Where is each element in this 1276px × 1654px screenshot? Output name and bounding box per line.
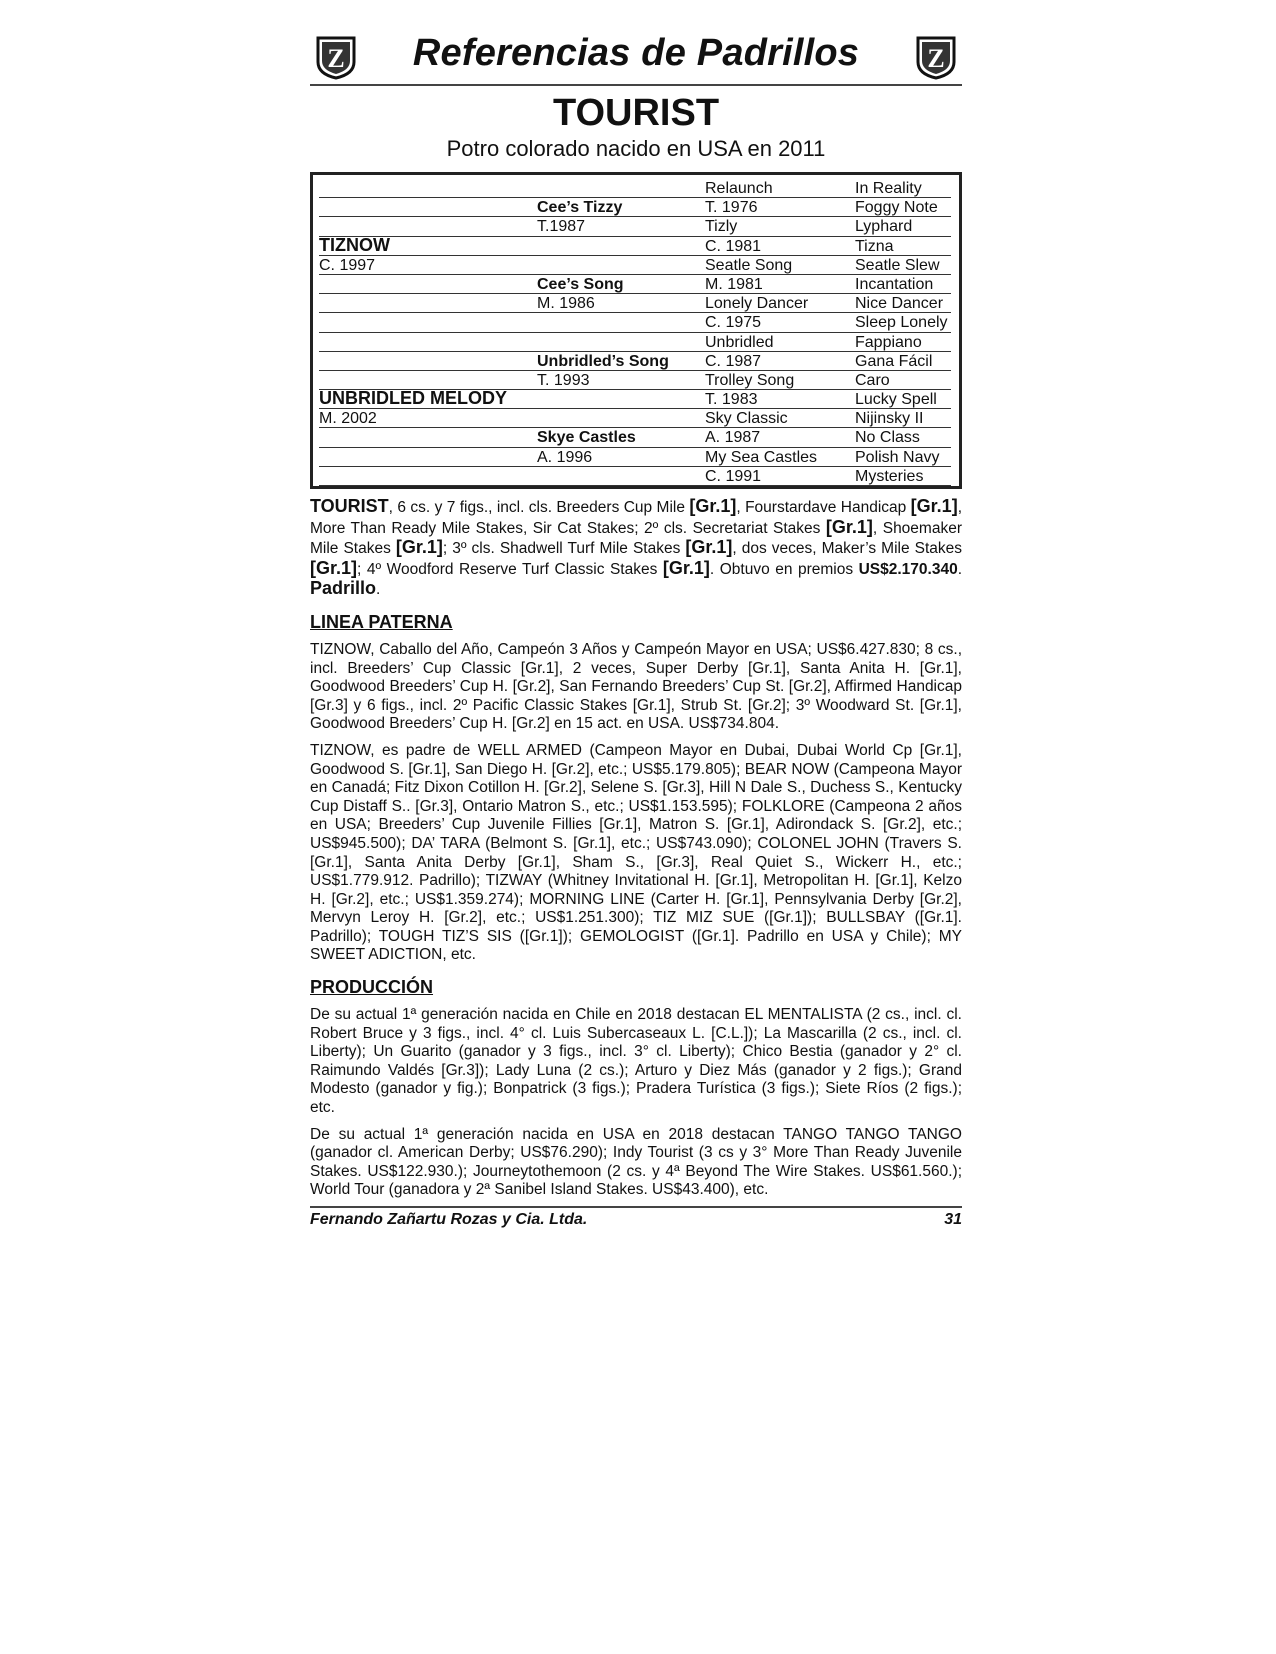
pedigree-row xyxy=(319,428,953,447)
pedigree-cell-c3: Seatle Song xyxy=(705,256,793,274)
header-title: Referencias de Padrillos xyxy=(412,32,860,74)
linea-paragraph-1: TIZNOW, Caballo del Año, Campeón 3 Años y Campeón Mayor en USA; US$6.427.830; 8 cs., incl. Breeders’ Cup Classic [Gr.1], 2 veces, Super Derby [Gr.1], Santa Anita H. [Gr.1], Goodwood Breeders’ Cup H. [Gr.2], San Fernando Breeders’ Cup St. [Gr.2], Affirmed Handicap [Gr.3] y 6 figs., incl. 2º Pacific Classic Stakes [Gr.1], Strub St. [Gr.2]; 3º Woodward St. [Gr.1], Goodwood Breeders’ Cup H. [Gr.2] en 15 act. en USA. US$734.804. xyxy=(310,640,962,733)
pedigree-cell-c2: Skye Castles xyxy=(537,429,636,447)
page-header xyxy=(310,30,962,86)
pedigree-cell-c3: T. 1983 xyxy=(705,391,758,409)
pedigree-cell-c2: T.1987 xyxy=(537,218,586,236)
pedigree-cell-c3: My Sea Castles xyxy=(705,448,818,466)
pedigree-row xyxy=(319,390,953,409)
pedigree-row xyxy=(319,313,953,332)
pedigree-cell-c4: Mysteries xyxy=(855,467,924,485)
pedigree-row xyxy=(319,217,953,236)
produccion-paragraph-1: De su actual 1ª generación nacida en Chile en 2018 destacan EL MENTALISTA (2 cs., incl. cl. Robert Bruce y 3 figs., incl. 4° cl. Luis Subercaseaux L. [C.L.]); La Mascarilla (2 cs., incl. cl. Liberty); Un Guarito (ganador y 3 figs., incl. 3° cl. Liberty); Chico Bestia (ganador y 2° cl. Raimundo Valdés [Gr.3]); Lady Luna (2 cs.); Arturo y Diez Más (ganador y 2 figs.); Grand Modesto (ganador y fig.); Bonpatrick (3 figs.); Pradera Turística (3 figs.); Siete Ríos (2 figs.); etc. xyxy=(310,1006,962,1117)
pedigree-cell-c4: Tizna xyxy=(855,237,894,255)
pedigree-cell-c4: No Class xyxy=(855,429,920,447)
footer-company: Fernando Zañartu Rozas y Cia. Ltda. xyxy=(310,1211,588,1228)
pedigree-rule xyxy=(319,485,951,486)
pedigree-cell-c3: Unbridled xyxy=(705,333,774,351)
pedigree-row xyxy=(319,294,953,313)
pedigree-cell-c4: Incantation xyxy=(855,275,934,293)
pedigree-cell-c3: A. 1987 xyxy=(705,429,761,447)
pedigree-cell-c1: TIZNOW xyxy=(319,234,390,255)
pedigree-cell-c3: Sky Classic xyxy=(705,410,788,428)
pedigree-cell-c2: A. 1996 xyxy=(537,448,593,466)
pedigree-cell-c3: T. 1976 xyxy=(705,199,758,217)
pedigree-cell-c2: Cee’s Tizzy xyxy=(537,199,623,217)
pedigree-row xyxy=(319,275,953,294)
pedigree-cell-c2: T. 1993 xyxy=(537,371,590,389)
pedigree-cell-c1: M. 2002 xyxy=(319,410,377,428)
pedigree-cell-c3: Relaunch xyxy=(705,180,773,197)
pedigree-row xyxy=(319,256,953,275)
pedigree-cell-c4: Foggy Note xyxy=(855,199,938,217)
pedigree-cell-c3: C. 1975 xyxy=(705,314,762,332)
pedigree-cell-c4: Lucky Spell xyxy=(855,391,937,409)
pedigree-cell-c4: Lyphard xyxy=(855,218,913,236)
pedigree-row xyxy=(319,409,953,428)
pedigree-row xyxy=(319,467,953,486)
linea-paragraph-2: TIZNOW, es padre de WELL ARMED (Campeon Mayor en Dubai, Dubai World Cp [Gr.1], Goodwood S. [Gr.1], San Diego H. [Gr.2], etc.; US$5.179.805); BEAR NOW (Campeona Mayor en Canadá; Fitz Dixon Cotillon H. [Gr.2], Selene S. [Gr.3], Hill N Dale S., Duchess S., Kentucky Cup Distaff S.. [Gr.3], Ontario Matron S., etc.; US$1.153.595); FOLKLORE (Campeona 2 años en USA; Breeders’ Cup Juvenile Fillies [Gr.1], Matron S. [Gr.1], Adirondack S. [Gr.2], etc.; US$945.500); DA’ TARA (Belmont S. [Gr.1], etc.; US$743.090); COLONEL JOHN (Travers S. [Gr.1], Santa Anita Derby [Gr.1], Sham S., [Gr.3], Real Quiet S., Wickerr H., etc.; US$1.779.912. Padrillo); TIZWAY (Whitney Invitational H. [Gr.1], Metropolitan H. [Gr.1], Kelzo H. [Gr.2], etc.; US$1.359.274); MORNING LINE (Carter H. [Gr.1], Pennsylvania Derby [Gr.2], Mervyn Leroy H. [Gr.2], etc.; US$1.251.300); TIZ MIZ SUE ([Gr.1]); BULLSBAY ([Gr.1]. Padrillo); TOUGH TIZ’S SIS ([Gr.1]); GEMOLOGIST ([Gr.1]. Padrillo en USA y Chile); MY SWEET ADICTION, etc. xyxy=(310,741,962,964)
page-footer xyxy=(310,1206,962,1233)
pedigree-row xyxy=(319,179,953,198)
pedigree-row xyxy=(319,352,953,371)
pedigree-cell-c3: C. 1981 xyxy=(705,237,762,255)
pedigree-cell-c2: M. 1986 xyxy=(537,295,595,313)
racing-summary: TOURIST, 6 cs. y 7 figs., incl. cls. Breeders Cup Mile [Gr.1], Fourstardave Handicap [Gr.1], More Than Ready Mile Stakes, Sir Cat Stakes; 2º cls. Secretariat Stakes [Gr.1], Shoemaker Mile Stakes [Gr.1]; 3º cls. Shadwell Turf Mile Stakes [Gr.1], dos veces, Maker’s Mile Stakes [Gr.1]; 4º Woodford Reserve Turf Classic Stakes [Gr.1]. Obtuvo en premios US$2.170.340. Padrillo. xyxy=(310,496,963,599)
page-number: 31 xyxy=(944,1211,962,1228)
document-page xyxy=(310,30,962,1233)
pedigree-cell-c1: C. 1997 xyxy=(319,256,376,274)
pedigree-cell-c4: Nijinsky II xyxy=(855,410,924,428)
pedigree-cell-c3: Lonely Dancer xyxy=(705,295,809,313)
pedigree-cell-c3: C. 1991 xyxy=(705,467,762,485)
pedigree-cell-c4: Nice Dancer xyxy=(855,295,944,313)
pedigree-table xyxy=(310,172,962,489)
pedigree-cell-c4: Sleep Lonely xyxy=(855,314,948,332)
pedigree-cell-c2: Unbridled’s Song xyxy=(537,352,669,370)
horse-subtitle: Potro colorado nacido en USA en 2011 xyxy=(446,136,826,161)
pedigree-cell-c4: Caro xyxy=(855,371,890,389)
section-heading-linea: LINEA PATERNA xyxy=(310,611,453,632)
pedigree-cell-c3: Tizly xyxy=(705,218,738,236)
pedigree-row xyxy=(319,448,953,467)
pedigree-cell-c2: Cee’s Song xyxy=(537,275,624,293)
pedigree-cell-c4: Seatle Slew xyxy=(855,256,940,274)
horse-name: TOURIST xyxy=(552,92,720,134)
svg-text:Z: Z xyxy=(327,44,345,73)
pedigree-row xyxy=(319,234,953,256)
pedigree-cell-c4: Fappiano xyxy=(855,333,922,351)
pedigree-cell-c4: Polish Navy xyxy=(855,448,940,466)
pedigree-cell-c3: C. 1987 xyxy=(705,352,762,370)
zanartu-logo-icon xyxy=(914,34,958,80)
produccion-paragraph-2: De su actual 1ª generación nacida en USA en 2018 destacan TANGO TANGO TANGO (ganador cl. American Derby; US$76.290); Indy Tourist (3 cs y 3° More Than Ready Juvenile Stakes. US$122.930.); Journeytothemoon (2 cs. y 4ª Beyond The Wire Stakes. US$61.560.); World Tour (ganadora y 2ª Sanibel Island Stakes. US$43.400), etc. xyxy=(310,1125,962,1199)
section-heading-produccion: PRODUCCIÓN xyxy=(310,977,434,998)
pedigree-cell-c3: Trolley Song xyxy=(705,371,795,389)
pedigree-cell-c3: M. 1981 xyxy=(705,275,763,293)
svg-text:Z: Z xyxy=(927,44,945,73)
pedigree-cell-c4: In Reality xyxy=(855,180,922,197)
pedigree-row xyxy=(319,198,953,217)
pedigree-row xyxy=(319,333,953,352)
pedigree-cell-c1: UNBRIDLED MELODY xyxy=(319,388,507,409)
pedigree-cell-c4: Gana Fácil xyxy=(855,352,933,370)
